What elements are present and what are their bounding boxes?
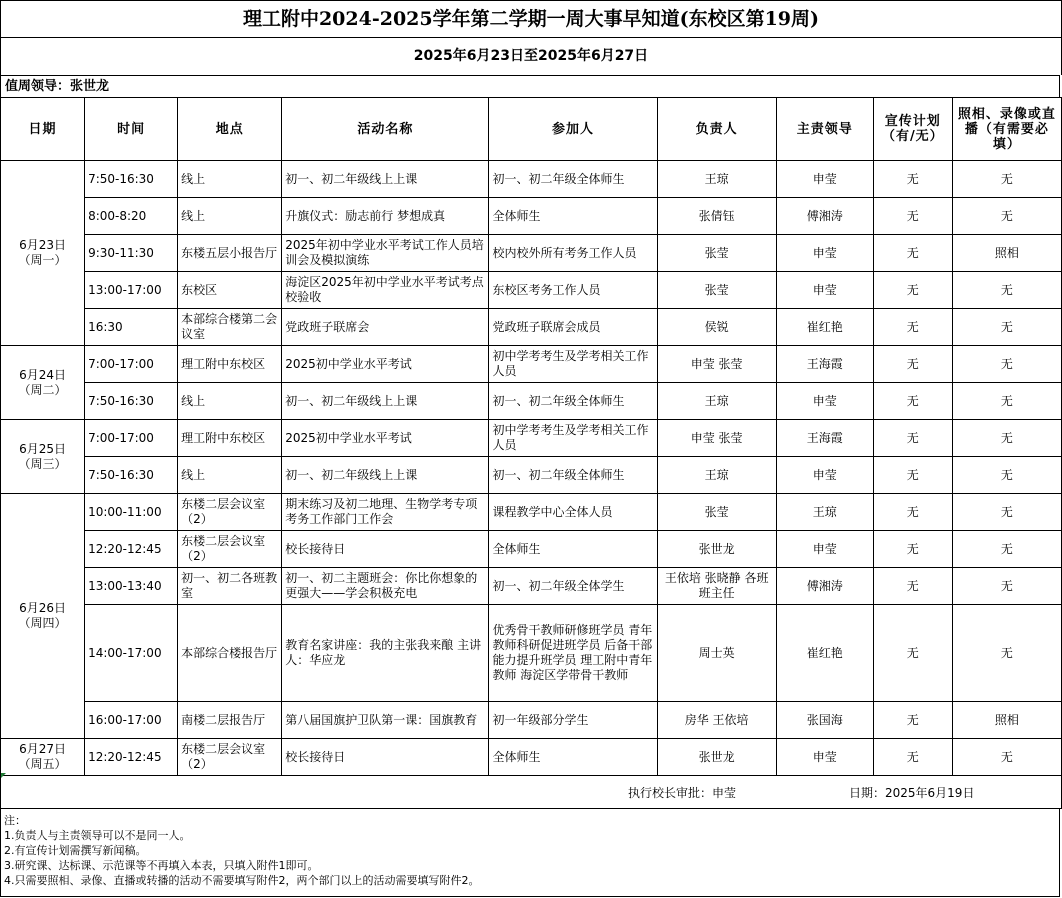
- place-cell: 线上: [178, 198, 282, 235]
- participants-cell: 东校区考务工作人员: [489, 272, 657, 309]
- approval-row: [0, 776, 1062, 809]
- participants-cell: 校内校外所有考务工作人员: [489, 235, 657, 272]
- participants-cell: 初一、初二年级全体学生: [489, 568, 657, 605]
- note-line: 注：: [4, 814, 26, 827]
- activity-cell: 校长接待日: [282, 531, 489, 568]
- table-row: [1, 383, 1062, 420]
- header-time: 时间: [85, 98, 178, 161]
- leader-cell: 王琼: [776, 494, 873, 531]
- time-cell: 8:00-8:20: [85, 198, 178, 235]
- date-cell: [1, 346, 85, 420]
- page-title: 理工附中2024-2025学年第二学期一周大事早知道(东校区第19周): [0, 0, 1062, 38]
- media-cell: 无: [952, 494, 1061, 531]
- publicity-cell: 无: [873, 420, 952, 457]
- date-cell: [1, 161, 85, 346]
- note-line: 4.只需要照相、录像、直播或转播的活动不需要填写附件2，两个部门以上的活动需要填写附件2。: [4, 874, 480, 887]
- leader-cell: 傅湘涛: [776, 568, 873, 605]
- responsible-cell: 侯锐: [657, 309, 776, 346]
- date-label: 6月25日: [19, 441, 66, 456]
- activity-cell: 海淀区2025年初中学业水平考试考点校验收: [282, 272, 489, 309]
- header-media: 照相、录像或直播（有需要必填）: [952, 98, 1061, 161]
- media-cell: 无: [952, 309, 1061, 346]
- table-row: [1, 494, 1062, 531]
- leader-cell: 申莹: [776, 531, 873, 568]
- table-row: [1, 605, 1062, 702]
- notes-section: [0, 809, 1060, 897]
- header-leader: 主责领导: [776, 98, 873, 161]
- media-cell: 无: [952, 739, 1061, 776]
- note-line: 2.有宣传计划需撰写新闻稿。: [4, 844, 147, 857]
- principal-approval: 执行校长审批：申莹: [628, 786, 737, 800]
- weekday-label: （周四）: [18, 616, 67, 630]
- participants-cell: 初一、初二年级全体师生: [489, 383, 657, 420]
- activity-cell: 期末练习及初二地理、生物学考专项考务工作部门工作会: [282, 494, 489, 531]
- participants-cell: 优秀骨干教师研修班学员 青年教师科研促进班学员 后备干部能力提升班学员 理工附中青年教师 海淀区学带骨干教师: [489, 605, 657, 702]
- header-place: 地点: [178, 98, 282, 161]
- date-label: 6月26日: [19, 601, 66, 615]
- time-cell: 7:00-17:00: [85, 420, 178, 457]
- date-cell: [1, 739, 85, 776]
- table-row: [1, 457, 1062, 494]
- media-cell: 照相: [952, 235, 1061, 272]
- time-cell: 16:00-17:00: [85, 702, 178, 739]
- leader-cell: 申莹: [776, 161, 873, 198]
- media-cell: 无: [952, 457, 1061, 494]
- time-cell: 12:20-12:45: [85, 531, 178, 568]
- time-cell: 7:50-16:30: [85, 457, 178, 494]
- activity-cell: 教育名家讲座：我的主张我来酿 主讲人：华应龙: [282, 605, 489, 702]
- publicity-cell: 无: [873, 568, 952, 605]
- leader-cell: 申莹: [776, 739, 873, 776]
- table-row: [1, 739, 1062, 776]
- note-line: 1.负责人与主责领导可以不是同一人。: [4, 829, 191, 842]
- weekday-label: （周一）: [18, 253, 67, 267]
- publicity-cell: 无: [873, 531, 952, 568]
- place-cell: 东校区: [178, 272, 282, 309]
- responsible-cell: 张莹: [657, 272, 776, 309]
- header-participants: 参加人: [489, 98, 657, 161]
- date-label: 6月23日: [19, 238, 66, 252]
- participants-cell: 初一年级部分学生: [489, 702, 657, 739]
- place-cell: 本部综合楼报告厅: [178, 605, 282, 702]
- leader-cell: 王海霞: [776, 420, 873, 457]
- time-cell: 7:50-16:30: [85, 383, 178, 420]
- media-cell: 无: [952, 420, 1061, 457]
- table-row: [1, 346, 1062, 383]
- sign-date: 日期：2025年6月19日: [849, 786, 975, 800]
- activity-cell: 2025初中学业水平考试: [282, 420, 489, 457]
- duty-leader: 值周领导：张世龙: [0, 75, 1060, 97]
- participants-cell: 初中学考考生及学考相关工作人员: [489, 346, 657, 383]
- participants-cell: 全体师生: [489, 531, 657, 568]
- responsible-cell: 房华 王依培: [657, 702, 776, 739]
- place-cell: 线上: [178, 161, 282, 198]
- place-cell: 东楼五层小报告厅: [178, 235, 282, 272]
- leader-cell: 崔红艳: [776, 309, 873, 346]
- leader-cell: 张国海: [776, 702, 873, 739]
- time-cell: 16:30: [85, 309, 178, 346]
- media-cell: 无: [952, 198, 1061, 235]
- responsible-cell: 王琼: [657, 383, 776, 420]
- publicity-cell: 无: [873, 702, 952, 739]
- responsible-cell: 王琼: [657, 457, 776, 494]
- table-row: [1, 531, 1062, 568]
- publicity-cell: 无: [873, 739, 952, 776]
- place-cell: 东楼二层会议室（2）: [178, 739, 282, 776]
- date-label: 6月27日: [19, 742, 66, 756]
- responsible-cell: 张莹: [657, 235, 776, 272]
- note-line: 3.研究课、达标课、示范课等不再填入本表，只填入附件1即可。: [4, 859, 319, 872]
- date-label: 6月24日: [19, 367, 66, 382]
- publicity-cell: 无: [873, 383, 952, 420]
- responsible-cell: 张倩钰: [657, 198, 776, 235]
- participants-cell: 初一、初二年级全体师生: [489, 161, 657, 198]
- publicity-cell: 无: [873, 457, 952, 494]
- participants-cell: 党政班子联席会成员: [489, 309, 657, 346]
- time-cell: 10:00-11:00: [85, 494, 178, 531]
- media-cell: 无: [952, 383, 1061, 420]
- header-activity: 活动名称: [282, 98, 489, 161]
- schedule-table: [0, 97, 1062, 776]
- responsible-cell: 王依培 张晓静 各班班主任: [657, 568, 776, 605]
- activity-cell: 升旗仪式：励志前行 梦想成真: [282, 198, 489, 235]
- media-cell: 无: [952, 605, 1061, 702]
- activity-cell: 初一、初二年级线上上课: [282, 383, 489, 420]
- place-cell: 理工附中东校区: [178, 420, 282, 457]
- table-row: [1, 309, 1062, 346]
- table-row: [1, 272, 1062, 309]
- participants-cell: 初中学考考生及学考相关工作人员: [489, 420, 657, 457]
- responsible-cell: 王琼: [657, 161, 776, 198]
- media-cell: 无: [952, 531, 1061, 568]
- participants-cell: 全体师生: [489, 198, 657, 235]
- leader-cell: 傅湘涛: [776, 198, 873, 235]
- publicity-cell: 无: [873, 272, 952, 309]
- table-row: [1, 235, 1062, 272]
- table-row: [1, 161, 1062, 198]
- time-cell: 7:00-17:00: [85, 346, 178, 383]
- place-cell: 线上: [178, 383, 282, 420]
- activity-cell: 初一、初二年级线上上课: [282, 161, 489, 198]
- activity-cell: 2025年初中学业水平考试工作人员培训会及模拟演练: [282, 235, 489, 272]
- leader-cell: 王海霞: [776, 346, 873, 383]
- publicity-cell: 无: [873, 346, 952, 383]
- table-row: [1, 702, 1062, 739]
- publicity-cell: 无: [873, 494, 952, 531]
- media-cell: 无: [952, 161, 1061, 198]
- leader-cell: 崔红艳: [776, 605, 873, 702]
- date-range: 2025年6月23日至2025年6月27日: [0, 37, 1062, 75]
- publicity-cell: 无: [873, 309, 952, 346]
- leader-cell: 申莹: [776, 235, 873, 272]
- publicity-cell: 无: [873, 161, 952, 198]
- responsible-cell: 张世龙: [657, 531, 776, 568]
- place-cell: 理工附中东校区: [178, 346, 282, 383]
- activity-cell: 第八届国旗护卫队第一课：国旗教育: [282, 702, 489, 739]
- place-cell: 线上: [178, 457, 282, 494]
- responsible-cell: 张莹: [657, 494, 776, 531]
- place-cell: 本部综合楼第二会议室: [178, 309, 282, 346]
- table-row: [1, 420, 1062, 457]
- activity-cell: 2025初中学业水平考试: [282, 346, 489, 383]
- table-row: [1, 198, 1062, 235]
- responsible-cell: 张世龙: [657, 739, 776, 776]
- activity-cell: 初一、初二年级线上上课: [282, 457, 489, 494]
- header-responsible: 负责人: [657, 98, 776, 161]
- participants-cell: 全体师生: [489, 739, 657, 776]
- activity-cell: 初一、初二主题班会：你比你想象的更强大——学会积极充电: [282, 568, 489, 605]
- time-cell: 7:50-16:30: [85, 161, 178, 198]
- responsible-cell: 申莹 张莹: [657, 346, 776, 383]
- activity-cell: 校长接待日: [282, 739, 489, 776]
- responsible-cell: 周士英: [657, 605, 776, 702]
- time-cell: 14:00-17:00: [85, 605, 178, 702]
- activity-cell: 党政班子联席会: [282, 309, 489, 346]
- publicity-cell: 无: [873, 198, 952, 235]
- publicity-cell: 无: [873, 605, 952, 702]
- time-cell: 9:30-11:30: [85, 235, 178, 272]
- media-cell: 无: [952, 346, 1061, 383]
- responsible-cell: 申莹 张莹: [657, 420, 776, 457]
- weekday-label: （周三）: [18, 456, 67, 471]
- time-cell: 12:20-12:45: [85, 739, 178, 776]
- media-cell: 照相: [952, 702, 1061, 739]
- header-row: [1, 98, 1062, 161]
- leader-cell: 申莹: [776, 383, 873, 420]
- header-publicity: 宣传计划（有/无）: [873, 98, 952, 161]
- media-cell: 无: [952, 272, 1061, 309]
- date-cell: [1, 494, 85, 739]
- header-date: 日期: [1, 98, 85, 161]
- weekday-label: （周五）: [18, 757, 67, 771]
- leader-cell: 申莹: [776, 272, 873, 309]
- publicity-cell: 无: [873, 235, 952, 272]
- place-cell: 初一、初二各班教室: [178, 568, 282, 605]
- place-cell: 南楼二层报告厅: [178, 702, 282, 739]
- table-row: [1, 568, 1062, 605]
- date-cell: [1, 420, 85, 494]
- weekday-label: （周二）: [18, 382, 67, 397]
- leader-cell: 申莹: [776, 457, 873, 494]
- participants-cell: 初一、初二年级全体师生: [489, 457, 657, 494]
- place-cell: 东楼二层会议室（2）: [178, 531, 282, 568]
- media-cell: 无: [952, 568, 1061, 605]
- participants-cell: 课程教学中心全体人员: [489, 494, 657, 531]
- time-cell: 13:00-13:40: [85, 568, 178, 605]
- place-cell: 东楼二层会议室（2）: [178, 494, 282, 531]
- time-cell: 13:00-17:00: [85, 272, 178, 309]
